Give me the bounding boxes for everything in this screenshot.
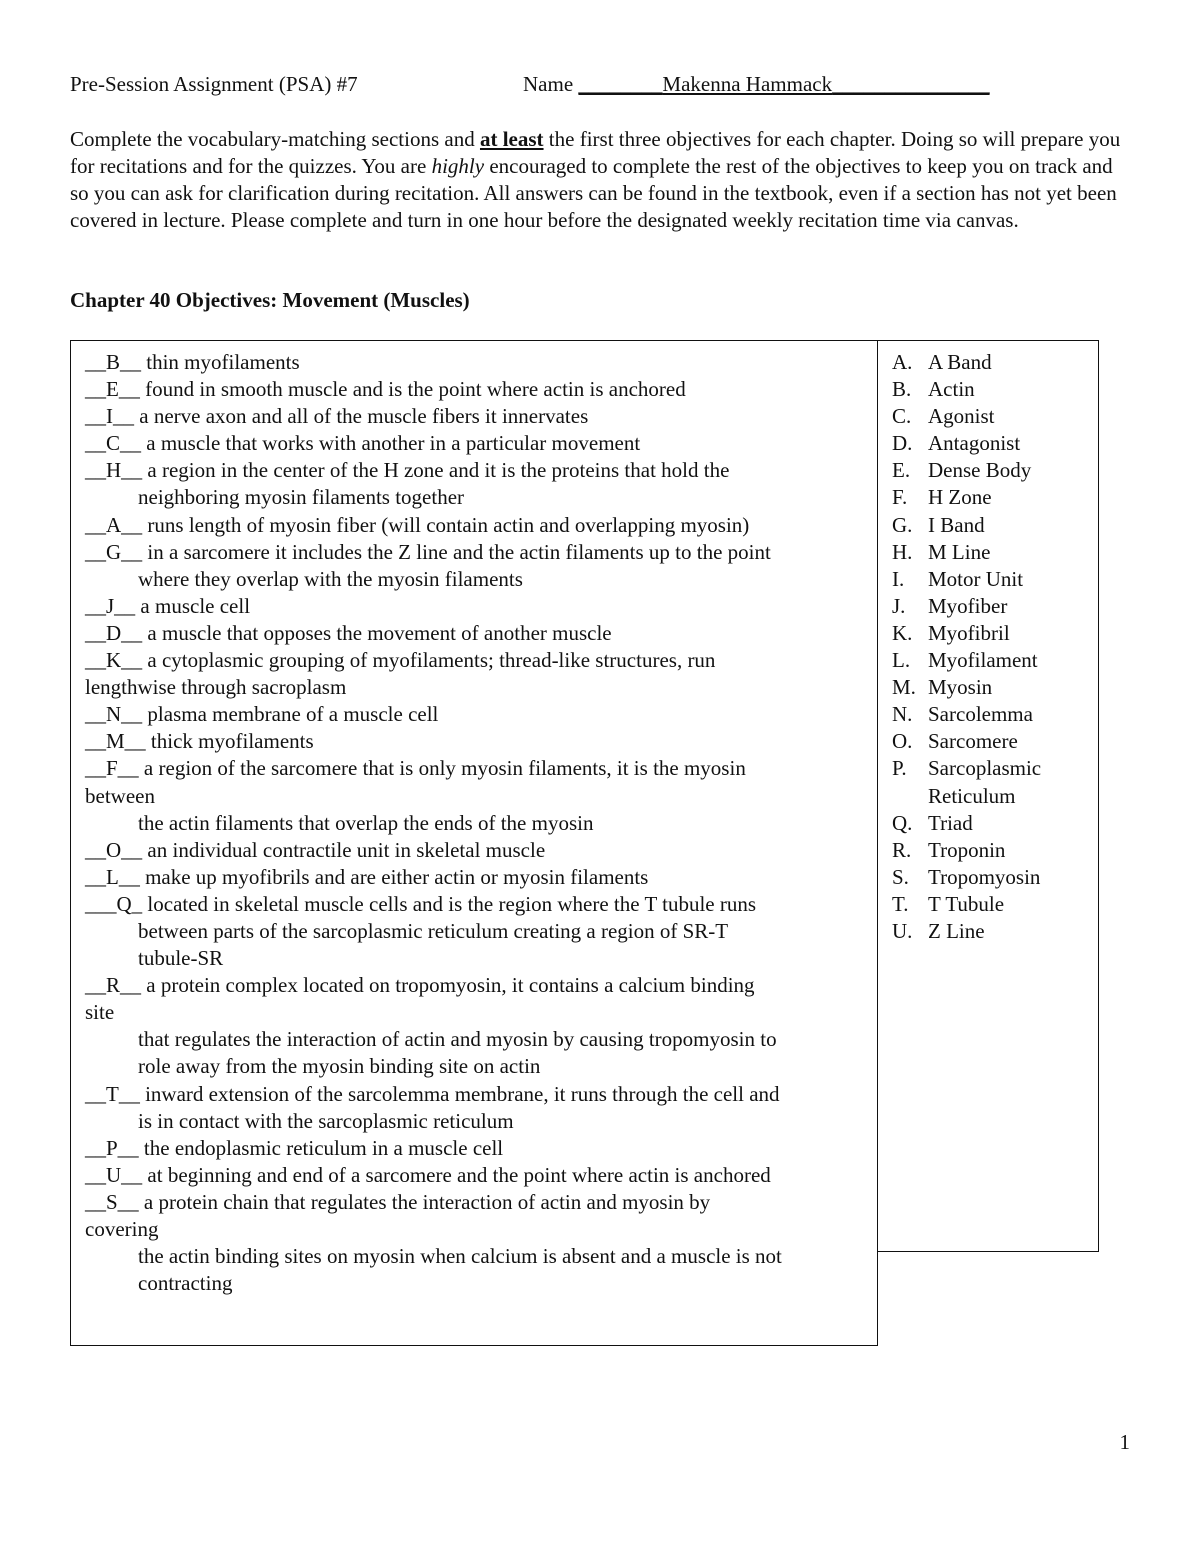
term-option <box>892 376 1088 403</box>
term-text: A Band <box>928 350 992 374</box>
term-text: M Line <box>928 539 991 564</box>
term-option <box>892 349 1088 376</box>
term-letter: D. <box>892 431 913 456</box>
definition-item <box>85 1189 875 1297</box>
definitions-list <box>85 349 875 1297</box>
definition-item <box>85 972 875 1080</box>
intro-emphasis: at least <box>479 127 544 151</box>
definition-item <box>85 593 875 620</box>
definition-item <box>85 539 875 593</box>
header <box>70 72 1130 100</box>
term-option <box>892 566 1088 593</box>
name-line <box>523 72 990 97</box>
definition-continuation: site <box>85 1000 115 1025</box>
term-text: Motor Unit <box>928 566 1024 591</box>
term-option <box>892 810 1088 837</box>
term-option <box>892 403 1088 430</box>
term-text: Z Line <box>928 918 985 943</box>
definition-item <box>85 457 875 511</box>
definition-item <box>85 403 875 430</box>
definition-item <box>85 647 875 701</box>
term-letter: S. <box>892 864 909 889</box>
term-text: Myofiber <box>928 593 1008 618</box>
definition-item <box>85 620 875 647</box>
term-letter: G. <box>892 512 913 537</box>
definition-text: __G__ in a sarcomere it includes the Z line and the actin filaments up to the point <box>85 539 771 564</box>
definition-text: __M__ thick myofilaments <box>85 729 314 754</box>
definition-item <box>85 755 875 836</box>
term-letter: B. <box>892 377 912 402</box>
term-option <box>892 674 1088 701</box>
term-text: Sarcomere <box>928 729 1018 754</box>
definition-text: __N__ plasma membrane of a muscle cell <box>85 702 439 727</box>
definition-continuation: between parts of the sarcoplasmic reticulum creating a region of SR-T <box>138 918 729 943</box>
definition-item <box>85 512 875 539</box>
term-letter: J. <box>892 593 906 618</box>
definition-text: __O__ an individual contractile unit in skeletal muscle <box>85 837 546 862</box>
term-option <box>892 539 1088 566</box>
term-text: Sarcoplasmic Reticulum <box>928 756 1042 808</box>
term-option <box>892 701 1088 728</box>
terms-box <box>877 340 1099 1252</box>
term-option <box>892 620 1088 647</box>
definition-text: __K__ a cytoplasmic grouping of myofilaments; thread-like structures, run <box>85 648 716 673</box>
term-option <box>892 457 1088 484</box>
intro-text-3: encouraged to complete the rest of the objectives to keep you on track and so you can ask for clarification during recitation. All answers can be found in the textbook, even if a section has not yet been covered in lecture. Please complete and turn in one hour before the designated weekly recitation time via canvas. <box>70 154 1117 232</box>
assignment-title: Pre-Session Assignment (PSA) #7 <box>70 72 358 96</box>
term-letter: R. <box>892 837 912 862</box>
definition-text: __A__ runs length of myosin fiber (will contain actin and overlapping myosin) <box>85 512 750 537</box>
term-text: Myosin <box>928 675 993 700</box>
term-option <box>892 728 1088 755</box>
term-letter: A. <box>892 350 913 374</box>
definition-continuation: tubule-SR <box>138 946 224 971</box>
term-letter: E. <box>892 458 911 483</box>
term-option <box>892 918 1088 945</box>
term-option <box>892 647 1088 674</box>
term-text: Sarcolemma <box>928 702 1033 727</box>
definition-text: __I__ a nerve axon and all of the muscle fibers it innervates <box>85 404 589 429</box>
term-option <box>892 864 1088 891</box>
chapter-title: Chapter 40 Objectives: Movement (Muscles) <box>70 288 470 312</box>
term-option <box>892 430 1088 457</box>
definition-text: __P__ the endoplasmic reticulum in a muscle cell <box>85 1135 504 1160</box>
definition-text: __L__ make up myofibrils and are either actin or myosin filaments <box>85 864 649 889</box>
definition-text: __H__ a region in the center of the H zone and it is the proteins that hold the <box>85 458 730 483</box>
name-prefix: ________ <box>578 72 663 96</box>
definition-continuation: the actin binding sites on myosin when calcium is absent and a muscle is not <box>138 1244 782 1269</box>
definition-text: __B__ thin myofilaments <box>85 350 300 374</box>
term-letter: H. <box>892 539 913 564</box>
term-text: Myofibril <box>928 620 1010 645</box>
term-letter: U. <box>892 918 913 943</box>
definition-item <box>85 1081 875 1135</box>
name-suffix: _______________ <box>832 72 990 96</box>
term-text: T Tubule <box>928 891 1005 916</box>
definition-item <box>85 891 875 972</box>
term-letter: P. <box>892 756 907 781</box>
definition-continuation: neighboring myosin filaments together <box>138 485 465 510</box>
definition-item <box>85 430 875 457</box>
term-text: Troponin <box>928 837 1006 862</box>
term-letter: C. <box>892 404 912 429</box>
definition-text: __E__ found in smooth muscle and is the point where actin is anchored <box>85 377 686 402</box>
term-text: Myofilament <box>928 648 1038 673</box>
definition-continuation: covering <box>85 1217 159 1241</box>
term-letter: Q. <box>892 810 913 835</box>
definition-item <box>85 864 875 891</box>
term-text: Antagonist <box>928 431 1021 456</box>
term-letter: T. <box>892 891 909 916</box>
definition-text: __R__ a protein complex located on tropomyosin, it contains a calcium binding <box>85 973 755 998</box>
intro-italic: highly <box>431 154 485 178</box>
definitions-box <box>70 340 878 1346</box>
definition-text: ___Q_ located in skeletal muscle cells and is the region where the T tubule runs <box>85 891 757 916</box>
definition-continuation: role away from the myosin binding site on actin <box>138 1054 541 1079</box>
definition-item <box>85 728 875 755</box>
definition-continuation: contracting <box>138 1271 233 1296</box>
definition-item <box>85 837 875 864</box>
definition-text: __T__ inward extension of the sarcolemma membrane, it runs through the cell and <box>85 1081 780 1106</box>
definition-item <box>85 376 875 403</box>
term-letter: O. <box>892 729 913 754</box>
terms-list <box>892 349 1088 945</box>
term-text: Dense Body <box>928 458 1032 483</box>
term-option <box>892 484 1088 511</box>
term-text: Triad <box>928 810 973 835</box>
definition-text: __D__ a muscle that opposes the movement of another muscle <box>85 620 612 645</box>
definition-text: __C__ a muscle that works with another in a particular movement <box>85 431 641 456</box>
page-number: 1 <box>1119 1430 1130 1454</box>
definition-item <box>85 1135 875 1162</box>
term-option <box>892 512 1088 539</box>
student-name: Makenna Hammack <box>662 72 833 96</box>
term-text: I Band <box>928 512 985 537</box>
definition-text: __U__ at beginning and end of a sarcomere and the point where actin is anchored <box>85 1162 771 1187</box>
term-text: Actin <box>928 377 975 402</box>
definition-continuation: between <box>85 783 155 808</box>
term-letter: K. <box>892 620 913 645</box>
definition-text: __S__ a protein chain that regulates the interaction of actin and myosin by <box>85 1189 711 1214</box>
definition-item <box>85 349 875 376</box>
intro-text-1: Complete the vocabulary-matching sections and <box>70 127 480 151</box>
term-letter: M. <box>892 675 916 700</box>
definition-continuation: is in contact with the sarcoplasmic reticulum <box>138 1108 514 1133</box>
definition-continuation: where they overlap with the myosin filaments <box>138 566 523 591</box>
name-label: Name <box>523 72 574 96</box>
term-letter: N. <box>892 702 913 727</box>
definition-item <box>85 701 875 728</box>
term-text: Tropomyosin <box>928 864 1041 889</box>
definition-continuation: lengthwise through sacroplasm <box>85 675 347 700</box>
definition-text: __J__ a muscle cell <box>85 593 251 618</box>
term-text: Agonist <box>928 404 995 429</box>
instructions-paragraph <box>70 126 1130 234</box>
term-option <box>892 837 1088 864</box>
definition-continuation: that regulates the interaction of actin and myosin by causing tropomyosin to <box>138 1027 777 1052</box>
intro-text-2: the first three objectives for each chapter. Doing so will prepare you for recitations and for the quizzes. You are <box>70 127 1121 178</box>
term-option <box>892 755 1088 809</box>
term-option <box>892 593 1088 620</box>
definition-continuation: the actin filaments that overlap the ends of the myosin <box>138 810 594 835</box>
definition-text: __F__ a region of the sarcomere that is only myosin filaments, it is the myosin <box>85 756 746 781</box>
definition-item <box>85 1162 875 1189</box>
term-text: H Zone <box>928 485 992 510</box>
term-option <box>892 891 1088 918</box>
term-letter: I. <box>892 566 905 591</box>
term-letter: L. <box>892 648 911 673</box>
term-letter: F. <box>892 485 908 510</box>
